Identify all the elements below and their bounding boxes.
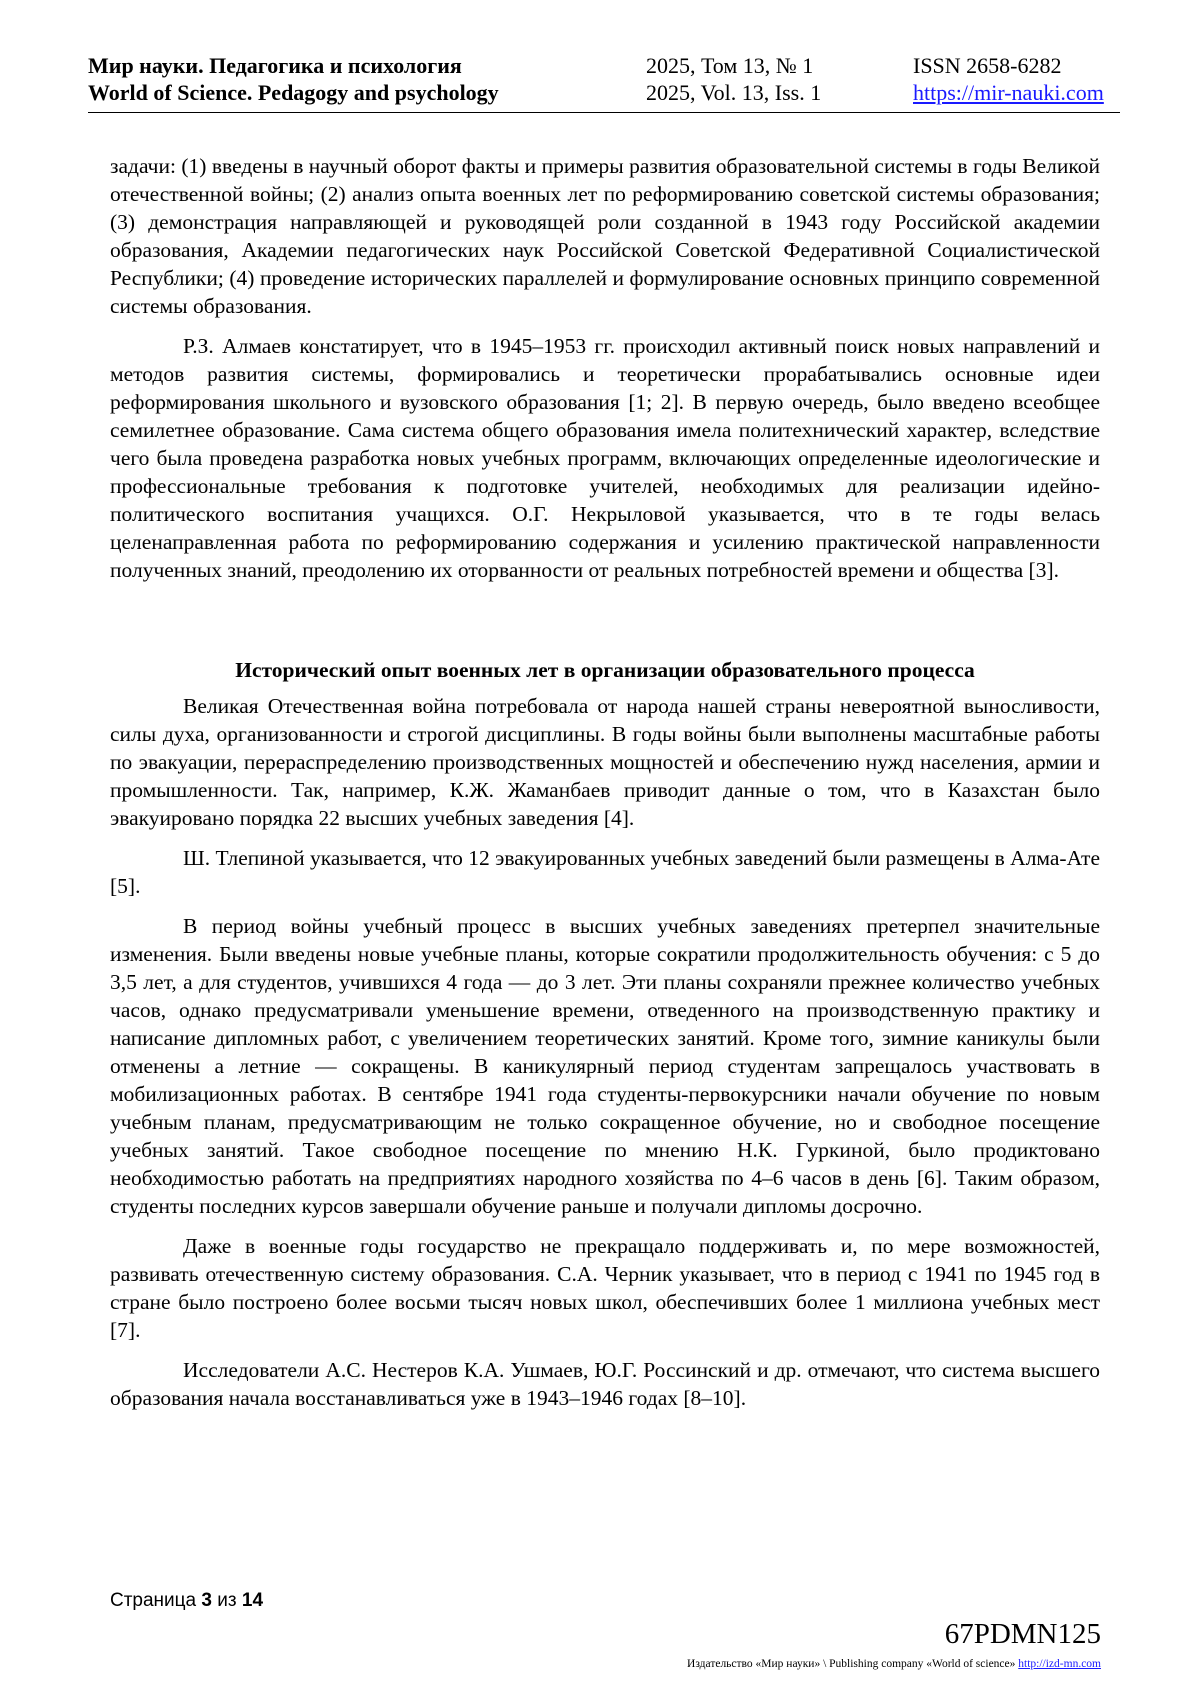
page-label: Страница (110, 1590, 197, 1611)
paragraph-3: Великая Отечественная война потребовала от народа нашей страны невероятной выносливости, силы духа, организованности и строгой дисциплины. В годы войны были выполнены масштабные работы по эвакуации, перераспределению производственных мощностей и обеспечению нужд населения, армии и промышленности. Так, например, К.Ж. Жаманбаев приводит данные о том, что в Казахстан было эвакуировано порядка 22 высших учебных заведения [4]. (110, 694, 1100, 830)
page-current: 3 (201, 1590, 212, 1611)
paragraph-5: В период войны учебный процесс в высших учебных заведениях претерпел значительные изменения. Были введены новые учебные планы, которые сократили продолжительность обучения: с 5 до 3,5 лет, а для студентов, учившихся 4 года — до 3 лет. Эти планы сохраняли прежнее количество учебных часов, однако предусматривали уменьшение времени, отведенного на производственную практику и написание дипломных работ, с увеличением теоретических занятий. Кроме того, зимние каникулы были отменены а летние — сокращены. В каникулярный период студентам запрещалось участвовать в мобилизационных работах. В сентябре 1941 года студенты-первокурсники начали обучение по новым учебным планам, предусматривающим не только сокращенное обучение, но и свободное посещение учебных занятий. Такое свободное посещение по мнению Н.К. Гуркиной, было продиктовано необходимостью работать на предприятиях народного хозяйства по 4–6 часов в день [6]. Таким образом, студенты последних курсов завершали обучение раньше и получали дипломы досрочно. (110, 914, 1100, 1218)
section-heading: Исторический опыт военных лет в организации образовательного процесса (235, 658, 975, 682)
paragraph-7: Исследователи А.С. Нестеров К.А. Ушмаев, Ю.Г. Россинский и др. отмечают, что система высшего образования начала восстанавливаться уже в 1943–1946 годах [8–10]. (110, 1358, 1100, 1410)
page-total: 14 (241, 1590, 264, 1611)
paragraph-1: задачи: (1) введены в научный оборот факты и примеры развития образовательной системы в годы Великой отечественной войны; (2) анализ опыта военных лет по реформированию советской системы образования; (3) демонстрация направляющей и руководящей роли созданной в 1943 году Российской академии образования, Академии педагогических наук Российской Советской Федеративной Социалистической Республики; (4) проведение исторических параллелей и формулирование основных принципо современной системы образования. (110, 154, 1100, 318)
journal-title-ru: Мир науки. Педагогика и психология (88, 53, 462, 78)
page-number (110, 1590, 263, 1612)
journal-url-link[interactable]: https://mir-nauki.com (913, 80, 1104, 105)
issue-en: 2025, Vol. 13, Iss. 1 (646, 80, 822, 105)
publisher-link[interactable]: http://izd-mn.com (1018, 1658, 1101, 1670)
publisher-name: Издательство «Мир науки» \ Publishing company «World of science» (687, 1658, 1016, 1670)
journal-title-en: World of Science. Pedagogy and psychology (88, 80, 499, 105)
paragraph-6: Даже в военные годы государство не прекращало поддерживать и, по мере возможностей, развивать отечественную систему образования. С.А. Черник указывает, что в период с 1941 по 1945 год в стране было построено более восьми тысяч новых школ, обеспечивших более 1 миллиона учебных мест [7]. (110, 1234, 1100, 1342)
issn-block (913, 52, 1104, 106)
article-body (110, 152, 1100, 1424)
journal-title (88, 52, 499, 106)
page-header (88, 52, 1120, 113)
issue-ru: 2025, Том 13, № 1 (646, 53, 814, 78)
issn: ISSN 2658-6282 (913, 53, 1062, 78)
publisher-line (687, 1658, 1101, 1670)
page-of: из (217, 1590, 237, 1611)
paragraph-4: Ш. Тлепиной указывается, что 12 эвакуированных учебных заведений были размещены в Алма-Ате [5]. (110, 846, 1100, 898)
paragraph-2: Р.З. Алмаев констатирует, что в 1945–1953 гг. происходил активный поиск новых направлений и методов развития системы, формировались и теоретически прорабатывались основные идеи реформирования школьного и вузовского образования [1; 2]. В первую очередь, было введено всеобщее семилетнее образование. Сама система общего образования имела политехнический характер, вследствие чего была проведена разработка новых учебных программ, включающих определенные идеологические и профессиональные требования к подготовке учителей, необходимых для реализации идейно-политического воспитания учащихся. О.Г. Некрыловой указывается, что в те годы велась целенаправленная работа по реформированию содержания и усилению практической направленности полученных знаний, преодолению их оторванности от реальных потребностей времени и общества [3]. (110, 334, 1100, 582)
issue-info (646, 52, 821, 106)
article-code: 67PDMN125 (944, 1618, 1101, 1650)
